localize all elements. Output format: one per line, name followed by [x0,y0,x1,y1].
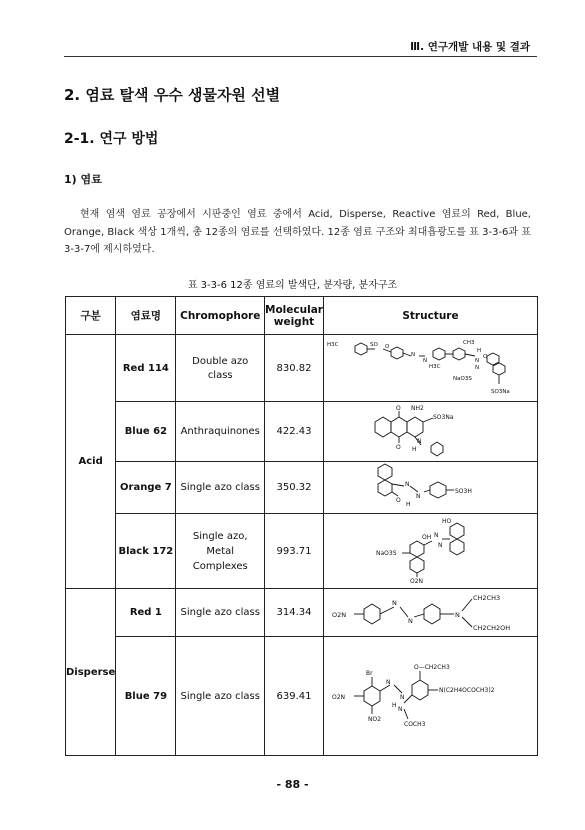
atom-label: CH2CH3 [472,594,501,602]
structure-cell [323,637,537,756]
chromophore-cell [176,335,265,402]
blue62-structure [365,402,495,458]
atom-label: N [434,531,439,539]
atom-label: Br [365,669,373,677]
orange7-structure [370,462,490,510]
table-row [66,514,538,589]
class-cell-acid: Acid [66,335,116,589]
atom-label: O [483,353,488,360]
atom-label: COCH3 [403,720,426,728]
header-rule [64,56,537,57]
atom-label: O [385,343,390,350]
table-row [66,335,538,402]
atom-label: H [406,501,411,508]
dye-name: Black 172 [116,514,176,589]
atom-label: N [391,599,397,607]
atom-label: N [411,351,416,358]
header-mw-line1: Molecular [265,303,323,316]
dye-name: Orange 7 [116,462,176,514]
atom-label: N [438,541,443,549]
chromophore-cell [176,514,265,589]
atom-label: O2N [331,611,347,619]
atom-label: N(C2H4OCOCH3)2 [438,686,495,694]
table-row [66,637,538,756]
atom-label: SO3H [455,488,473,495]
atom-label: H3C [429,363,441,370]
section-title: 2. 염료 탈색 우수 생물자원 선별 [64,86,281,104]
molecular-weight: 422.43 [265,402,324,462]
molecular-weight: 639.41 [265,637,324,756]
dye-name: Red 114 [116,335,176,402]
chromophore-line: Double azo [192,355,249,367]
atom-label: H3C [327,341,339,348]
atom-label: N [475,357,480,364]
red114-structure [325,336,535,398]
table-row [66,462,538,514]
atom-label: N [399,693,405,701]
atom-label: SO [370,341,379,348]
chromophore-line: Complexes [192,560,248,572]
body-paragraph: 현재 염색 염료 공장에서 시판중인 염료 중에서 Acid, Disperse, Reactive 염료의 Red, Blue, Orange, Black 색상 1개씩, 총 12종의 염료를 선택하였다. 12종 염료 구조와 최대흡광도를 표 3-3-6과 표 3-3-7에 제시하였다. [64,209,531,255]
structure-cell [323,335,537,402]
atom-label: HO [442,517,452,525]
header-structure: Structure [323,297,537,335]
atom-label: CH2CH2OH [472,624,511,632]
structure-cell [323,402,537,462]
sub-subsection-title: 1) 염료 [64,173,102,186]
atom-label: N [385,678,391,686]
header-molecular-weight [265,297,324,335]
atom-label: N [407,617,413,625]
class-cell-disperse: Disperse [66,589,116,756]
atom-label: O [396,497,402,504]
molecular-weight: 314.34 [265,589,324,637]
molecular-weight: 350.32 [265,462,324,514]
atom-label: O [396,444,402,451]
chromophore-cell: Single azo class [176,637,265,756]
chromophore-line: Single azo, [192,530,248,542]
atom-label: N [423,357,428,364]
dye-name: Blue 62 [116,402,176,462]
chromophore-line: class [207,369,233,381]
atom-label: O—CH2CH3 [413,663,450,671]
atom-label: H [412,446,417,453]
chromophore-cell: Anthraquinones [176,402,265,462]
atom-label: H [477,347,482,354]
red1-structure [328,589,533,633]
atom-label: N [475,364,480,371]
dye-name: Blue 79 [116,637,176,756]
atom-label: N [454,611,460,619]
chromophore-cell: Single azo class [176,462,265,514]
header-name: 염료명 [116,297,176,335]
atom-label: N [397,705,403,713]
header-mw-line2: weight [273,315,315,328]
atom-label: SO3Na [491,388,511,395]
page-number: - 88 - [276,778,309,791]
header-class: 구분 [66,297,116,335]
atom-label: O2N [331,693,346,701]
chromophore-line: Metal [206,545,235,557]
atom-label: NaO3S [376,549,397,557]
atom-label: NH2 [411,405,425,412]
atom-label: NaO3S [453,375,473,382]
table-header-row [66,297,538,335]
molecular-weight: 993.71 [265,514,324,589]
running-header: Ⅲ. 연구개발 내용 및 결과 [410,41,530,53]
table-row [66,589,538,637]
atom-label: NO2 [367,715,382,723]
structure-cell [323,462,537,514]
blue79-structure [328,659,533,731]
dye-name: Red 1 [116,589,176,637]
atom-label: N [417,438,422,445]
atom-label: OH [422,533,432,541]
chromophore-cell: Single azo class [176,589,265,637]
atom-label: O2N [410,577,424,585]
header-chromophore: Chromophore [176,297,265,335]
atom-label: O [396,405,402,412]
subsection-title: 2-1. 연구 방법 [64,131,159,147]
molecular-weight: 830.82 [265,335,324,402]
structure-cell [323,514,537,589]
dye-table [65,296,538,756]
structure-cell [323,589,537,637]
black172-structure [370,515,490,585]
atom-label: SO3Na [433,414,454,421]
atom-label: N [416,493,421,500]
atom-label: H [391,701,397,709]
atom-label: CH3 [463,339,475,346]
table-caption: 표 3-3-6 12종 염료의 발색단, 분자량, 분자구조 [187,280,398,291]
atom-label: N [405,481,410,488]
table-row [66,402,538,462]
